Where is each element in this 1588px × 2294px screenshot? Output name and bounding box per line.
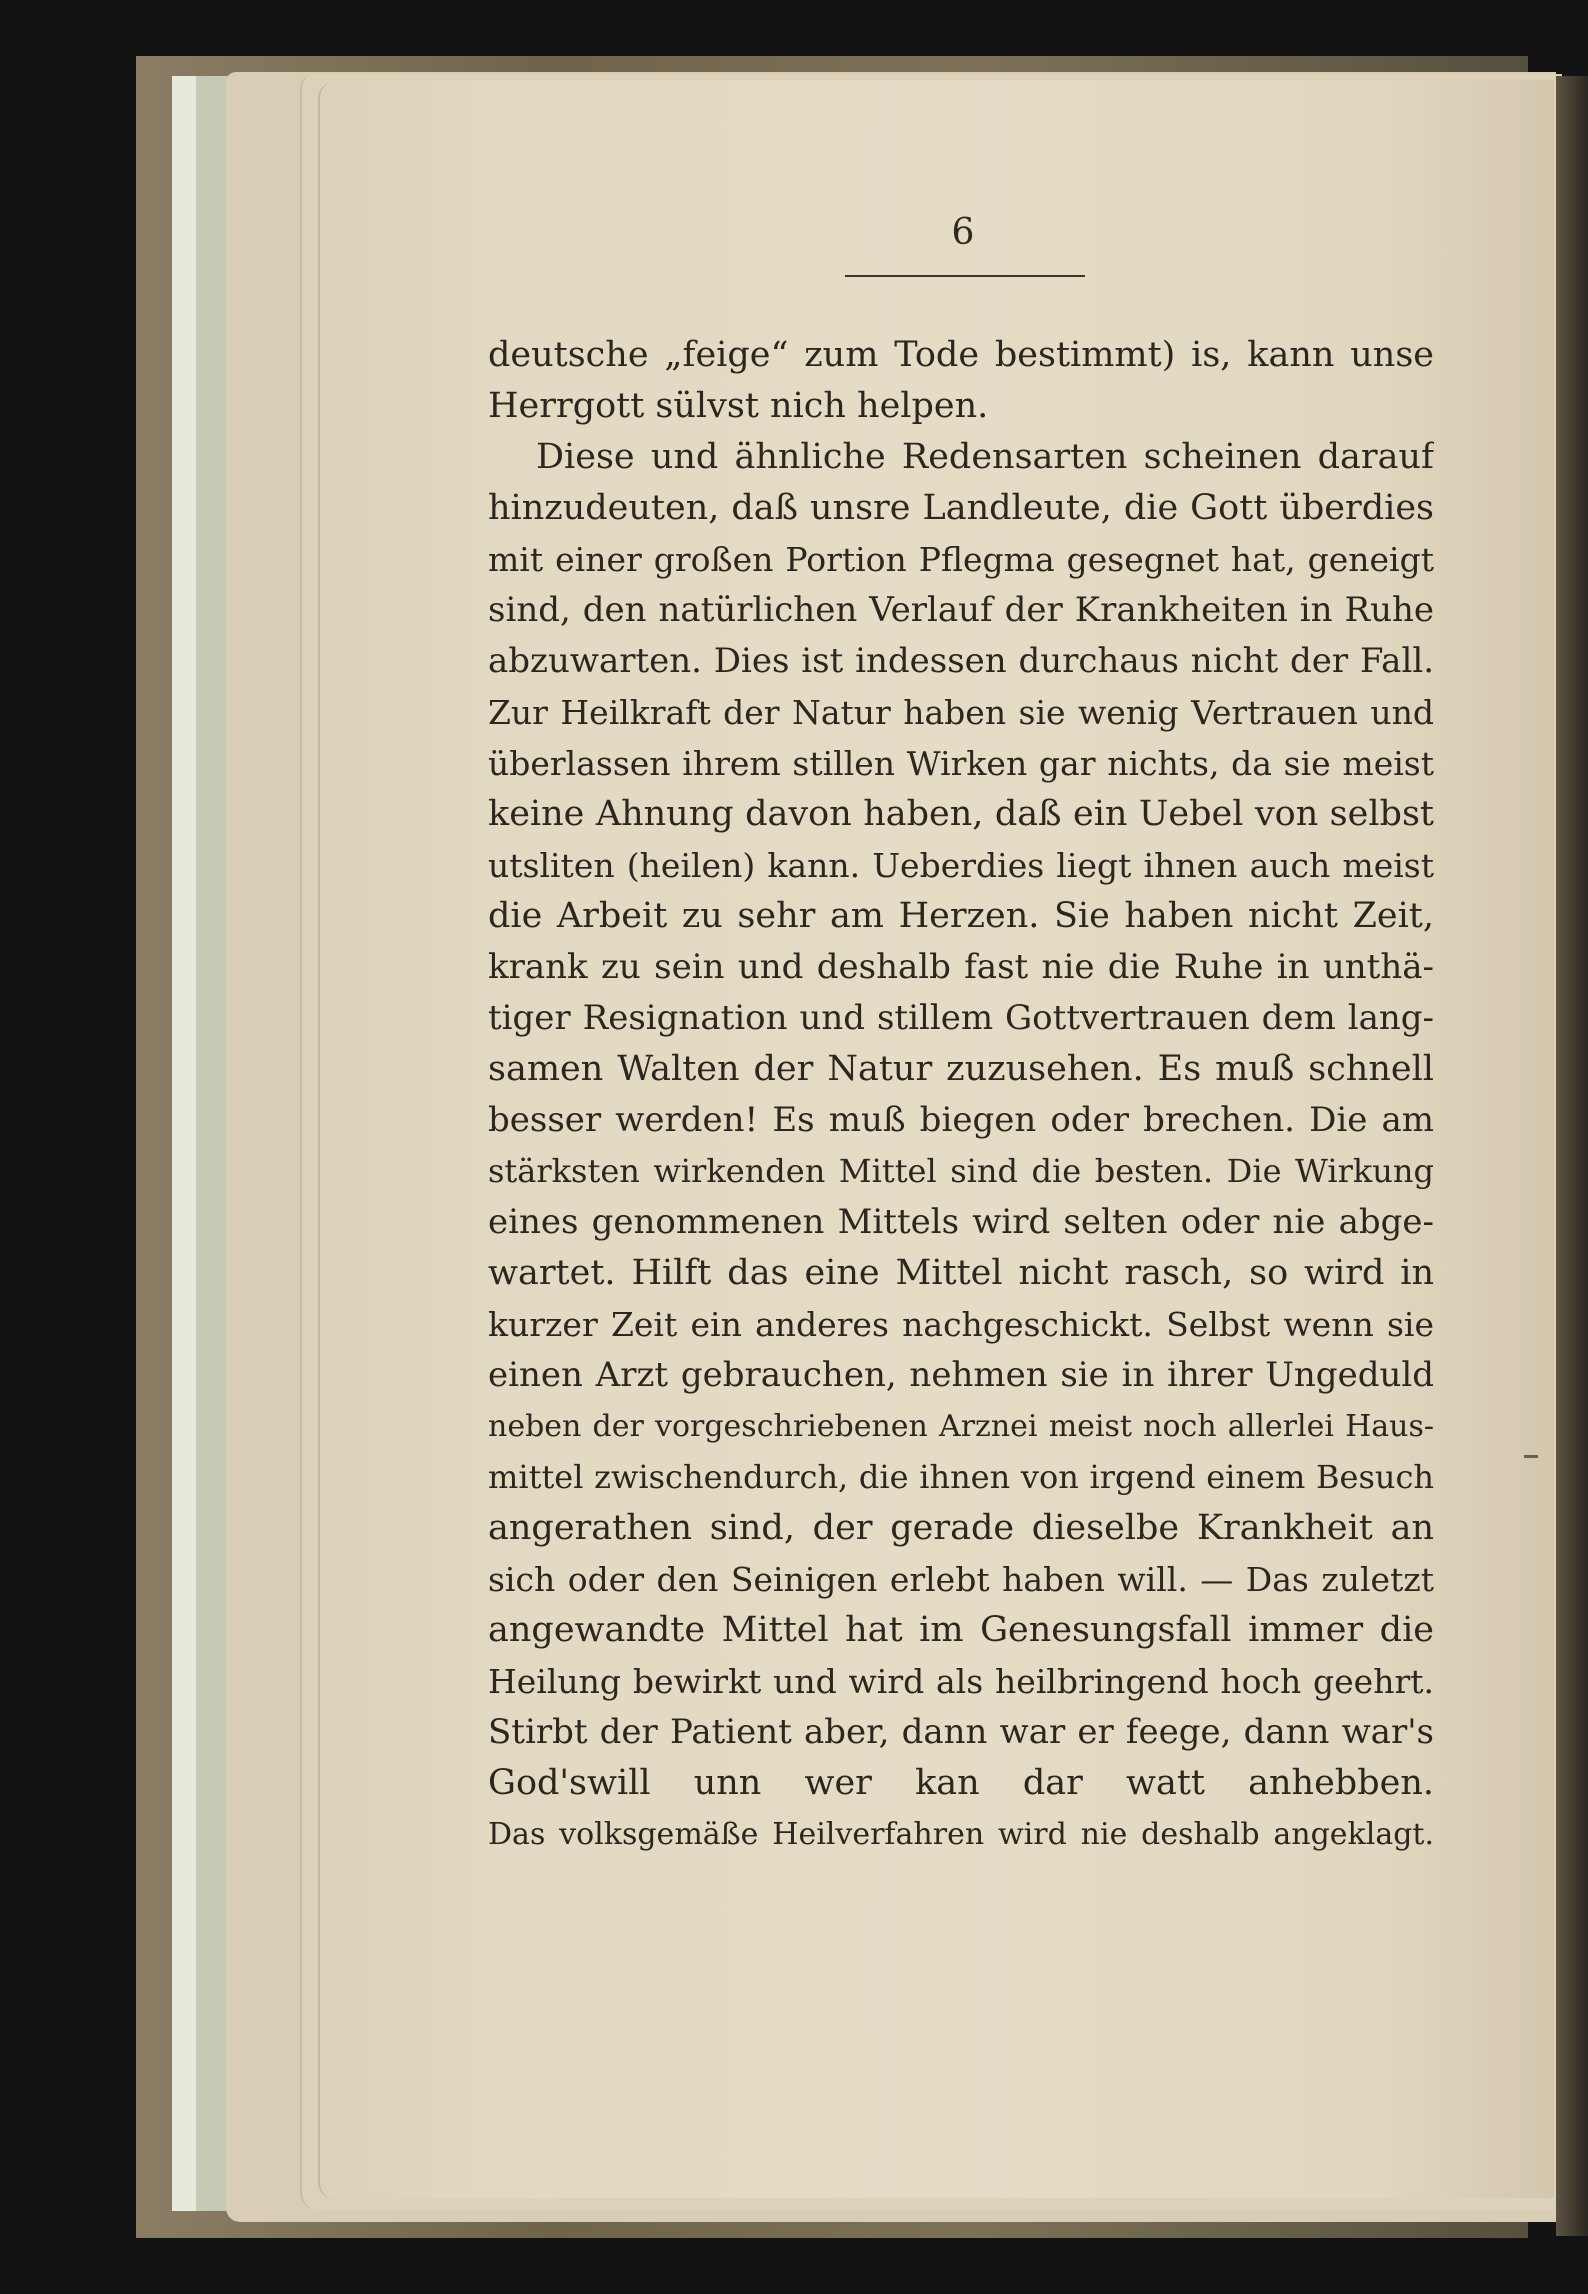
text-line: angerathen sind, der gerade dieselbe Krankheit an bbox=[488, 1508, 1434, 1548]
text-line: kurzer Zeit ein anderes nachgeschickt. Selbst wenn sie bbox=[488, 1305, 1434, 1344]
text-line: utsliten (heilen) kann. Ueberdies liegt ihnen auch meist bbox=[488, 846, 1434, 885]
text-line: neben der vorgeschriebenen Arznei meist noch allerlei Haus- bbox=[488, 1409, 1434, 1444]
text-line: God'swill unn wer kan dar watt anhebben. bbox=[488, 1763, 1434, 1803]
margin-mark bbox=[1524, 1455, 1538, 1458]
text-line: tiger Resignation und stillem Gottvertrauen dem lang- bbox=[488, 998, 1434, 1038]
text-line: überlassen ihrem stillen Wirken gar nichts, da sie meist bbox=[488, 744, 1434, 783]
text-line: einen Arzt gebrauchen, nehmen sie in ihrer Ungeduld bbox=[488, 1355, 1434, 1395]
text-line: hinzudeuten, daß unsre Landleute, die Gott überdies bbox=[488, 488, 1434, 528]
text-line: deutsche „feige“ zum Tode bestimmt) is, kann unse bbox=[488, 335, 1434, 375]
gutter-shadow bbox=[1556, 76, 1588, 2236]
text-line: Heilung bewirkt und wird als heilbringend hoch geehrt. bbox=[488, 1662, 1434, 1701]
text-line: Das volksgemäße Heilverfahren wird nie deshalb angeklagt. bbox=[488, 1817, 1434, 1852]
text-line: Zur Heilkraft der Natur haben sie wenig Vertrauen und bbox=[488, 693, 1434, 732]
text-line: keine Ahnung davon haben, daß ein Uebel von selbst bbox=[488, 794, 1434, 834]
text-line: mit einer großen Portion Pflegma gesegnet hat, geneigt bbox=[488, 540, 1434, 579]
page-number: 6 bbox=[951, 212, 975, 253]
text-line: besser werden! Es muß biegen oder brechen. Die am bbox=[488, 1100, 1434, 1140]
text-line: sind, den natürlichen Verlauf der Krankheiten in Ruhe bbox=[488, 590, 1434, 630]
text-line: abzuwarten. Dies ist indessen durchaus nicht der Fall. bbox=[488, 641, 1434, 681]
text-line: samen Walten der Natur zuzusehen. Es muß schnell bbox=[488, 1049, 1434, 1089]
header-rule bbox=[845, 275, 1085, 277]
text-line: die Arbeit zu sehr am Herzen. Sie haben nicht Zeit, bbox=[488, 896, 1434, 936]
text-line: wartet. Hilft das eine Mittel nicht rasch, so wird in bbox=[488, 1253, 1434, 1293]
text-line: eines genommenen Mittels wird selten oder nie abge- bbox=[488, 1202, 1434, 1242]
text-line: krank zu sein und deshalb fast nie die Ruhe in unthä- bbox=[488, 947, 1434, 987]
text-line: sich oder den Seinigen erlebt haben will. — Das zuletzt bbox=[488, 1560, 1434, 1599]
text-line: Diese und ähnliche Redensarten scheinen darauf bbox=[536, 437, 1434, 477]
text-line: angewandte Mittel hat im Genesungsfall immer die bbox=[488, 1610, 1434, 1650]
text-line: mittel zwischendurch, die ihnen von irgend einem Besuch bbox=[488, 1458, 1434, 1496]
text-line: Herrgott sülvst nich helpen. bbox=[488, 386, 989, 426]
text-line: Stirbt der Patient aber, dann war er feege, dann war's bbox=[488, 1712, 1434, 1752]
body-text bbox=[488, 330, 1434, 1860]
text-line: stärksten wirkenden Mittel sind die besten. Die Wirkung bbox=[488, 1152, 1434, 1190]
